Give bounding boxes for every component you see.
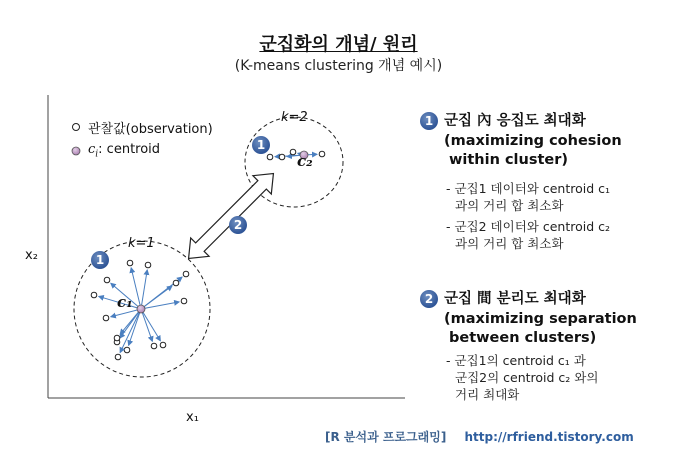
x-axis-label: x₁ <box>186 410 199 425</box>
cluster-1-observation-point <box>160 342 166 348</box>
separation-badge: 2 <box>229 216 247 234</box>
cluster-1-arrow <box>141 270 147 309</box>
y-axis-label: x₂ <box>25 248 38 263</box>
centroid-1-label: c₁ <box>117 293 133 311</box>
page-subtitle: (K-means clustering 개념 예시) <box>234 58 443 74</box>
legend-observation-label: 관찰값(observation) <box>88 122 213 137</box>
cluster-1-arrow <box>141 286 172 309</box>
cluster-1-observation-point <box>91 292 97 298</box>
section-1-bullet-1-line-1: - 군집1 데이터와 centroid c₁ <box>446 181 610 196</box>
section-1-badge: 1 <box>420 112 438 130</box>
cluster-1-observation-point <box>124 347 130 353</box>
centroid-1 <box>137 305 145 313</box>
section-2-bullet-line-3: 거리 최대화 <box>455 387 520 402</box>
legend-centroid-icon <box>72 147 80 155</box>
separation-arrow <box>179 164 282 267</box>
footer-url[interactable]: http://rfriend.tistory.com <box>464 430 634 444</box>
section-1-bullet-2-line-1: - 군집2 데이터와 centroid c₂ <box>446 219 610 234</box>
cluster-2-cohesion-badge: 1 <box>252 136 270 154</box>
cluster-1-observation-point <box>127 260 133 266</box>
cluster-1-observation-point <box>103 315 109 321</box>
legend-centroid-label: $c_i$: centroid <box>88 142 161 160</box>
section-1-title-en-1: (maximizing cohesion <box>444 133 622 149</box>
section-1-bullet-1-line-2: 과의 거리 합 최소화 <box>455 198 564 213</box>
cluster-1-observation-point <box>173 280 179 286</box>
cluster-2-observation-point <box>279 154 285 160</box>
cluster-2-observation-point <box>319 151 325 157</box>
section-2-title-en-1: (maximizing separation <box>444 311 637 327</box>
section-2-bullet-line-1: - 군집1의 centroid c₁ 과 <box>446 353 586 368</box>
cluster-2-k-label: k=2 <box>281 110 308 125</box>
cluster-1-observation-point <box>151 343 157 349</box>
cluster-1-observation-point <box>115 354 121 360</box>
section-2-title: 군집 間 분리도 최대화 <box>444 291 586 307</box>
cluster-2-observation-point <box>267 154 273 160</box>
cluster-1-arrow <box>129 309 141 345</box>
footer <box>325 428 634 445</box>
cluster-2-observation-point <box>290 149 296 155</box>
section-2-title-en-2: between clusters) <box>449 330 597 346</box>
cluster-1-observation-point <box>114 335 120 341</box>
legend-observation-icon <box>73 124 80 131</box>
section-1-title: 군집 內 응집도 최대화 <box>444 113 586 129</box>
cluster-1-observation-point <box>104 277 110 283</box>
footer-source: [R 분석과 프로그래밍] <box>325 430 447 444</box>
cluster-1-k-label: k=1 <box>128 236 155 251</box>
centroid-2-label: c₂ <box>297 152 313 170</box>
cluster-1-arrow <box>141 302 179 309</box>
section-2-badge: 2 <box>420 290 438 308</box>
section-1-title-en-2: within cluster) <box>449 152 569 168</box>
cluster-1-observation-point <box>181 298 187 304</box>
cluster-1-observation-point <box>145 262 151 268</box>
section-1-bullet-2-line-2: 과의 거리 합 최소화 <box>455 236 564 251</box>
cluster-1-observation-point <box>183 271 189 277</box>
cluster-1-cohesion-badge: 1 <box>91 251 109 269</box>
section-2-bullet-line-2: 군집2의 centroid c₂ 와의 <box>455 370 599 385</box>
page-title: 군집화의 개념/ 원리 <box>259 34 418 55</box>
